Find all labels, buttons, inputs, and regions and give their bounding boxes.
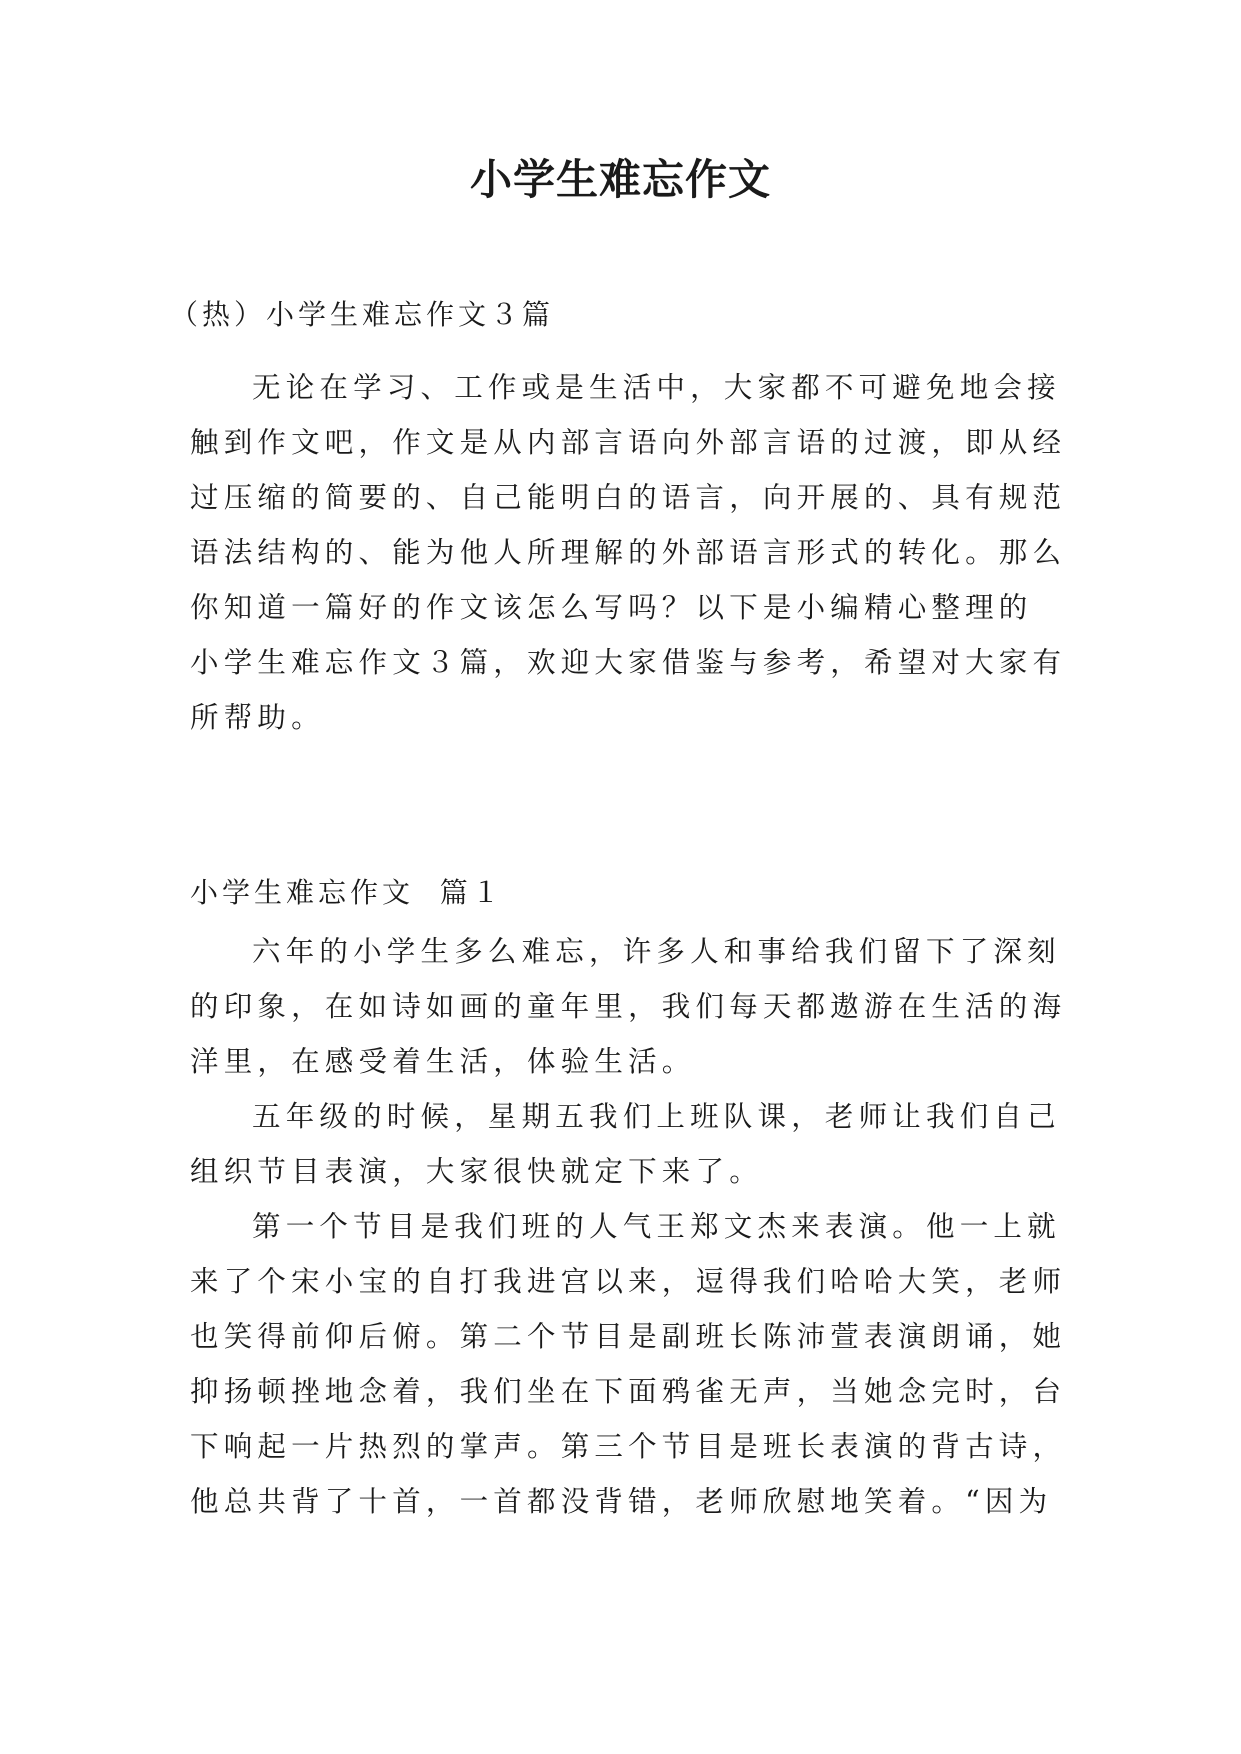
paragraph-line: 六年的小学生多么难忘，许多人和事给我们留下了深刻 (252, 935, 1061, 968)
paragraph-line: 五年级的时候，星期五我们上班队课，老师让我们自己 (252, 1100, 1061, 1133)
paragraph-line: 洋里，在感受着生活，体验生活。 (190, 1045, 696, 1078)
section-heading: 小学生难忘作文 篇１ (190, 876, 504, 909)
section-paragraph-3 (190, 1199, 1070, 1529)
paragraph-line: 第一个节目是我们班的人气王郑文杰来表演。他一上就 (252, 1210, 1061, 1243)
paragraph-line: 小学生难忘作文３篇，欢迎大家借鉴与参考，希望对大家有 (190, 646, 1067, 679)
section-paragraph-1 (190, 924, 1070, 1089)
paragraph-line: 过压缩的简要的、自己能明白的语言，向开展的、具有规范 (190, 481, 1067, 514)
paragraph-line: 你知道一篇好的作文该怎么写吗？以下是小编精心整理的 (190, 591, 1033, 624)
paragraph-line: 组织节目表演，大家很快就定下来了。 (190, 1155, 763, 1188)
paragraph-line: 下响起一片热烈的掌声。第三个节目是班长表演的背古诗， (190, 1430, 1067, 1463)
paragraph-line: 来了个宋小宝的自打我进宫以来，逗得我们哈哈大笑，老师 (190, 1265, 1067, 1298)
paragraph-line: 抑扬顿挫地念着，我们坐在下面鸦雀无声，当她念完时，台 (190, 1375, 1067, 1408)
paragraph-line: 所帮助。 (190, 701, 325, 734)
paragraph-line: 无论在学习、工作或是生活中，大家都不可避免地会接 (252, 371, 1061, 404)
document-subtitle: （热）小学生难忘作文３篇 (170, 298, 555, 331)
paragraph-line: 他总共背了十首，一首都没背错，老师欣慰地笑着。“因为 (190, 1485, 1053, 1518)
intro-paragraph (190, 360, 1070, 745)
paragraph-line: 语法结构的、能为他人所理解的外部语言形式的转化。那么 (190, 536, 1067, 569)
document-title: 小学生难忘作文 (469, 155, 771, 204)
paragraph-line: 触到作文吧，作文是从内部言语向外部言语的过渡，即从经 (190, 426, 1067, 459)
paragraph-line: 的印象，在如诗如画的童年里，我们每天都遨游在生活的海 (190, 990, 1067, 1023)
section-paragraph-2 (190, 1089, 1070, 1199)
paragraph-line: 也笑得前仰后俯。第二个节目是副班长陈沛萱表演朗诵，她 (190, 1320, 1067, 1353)
